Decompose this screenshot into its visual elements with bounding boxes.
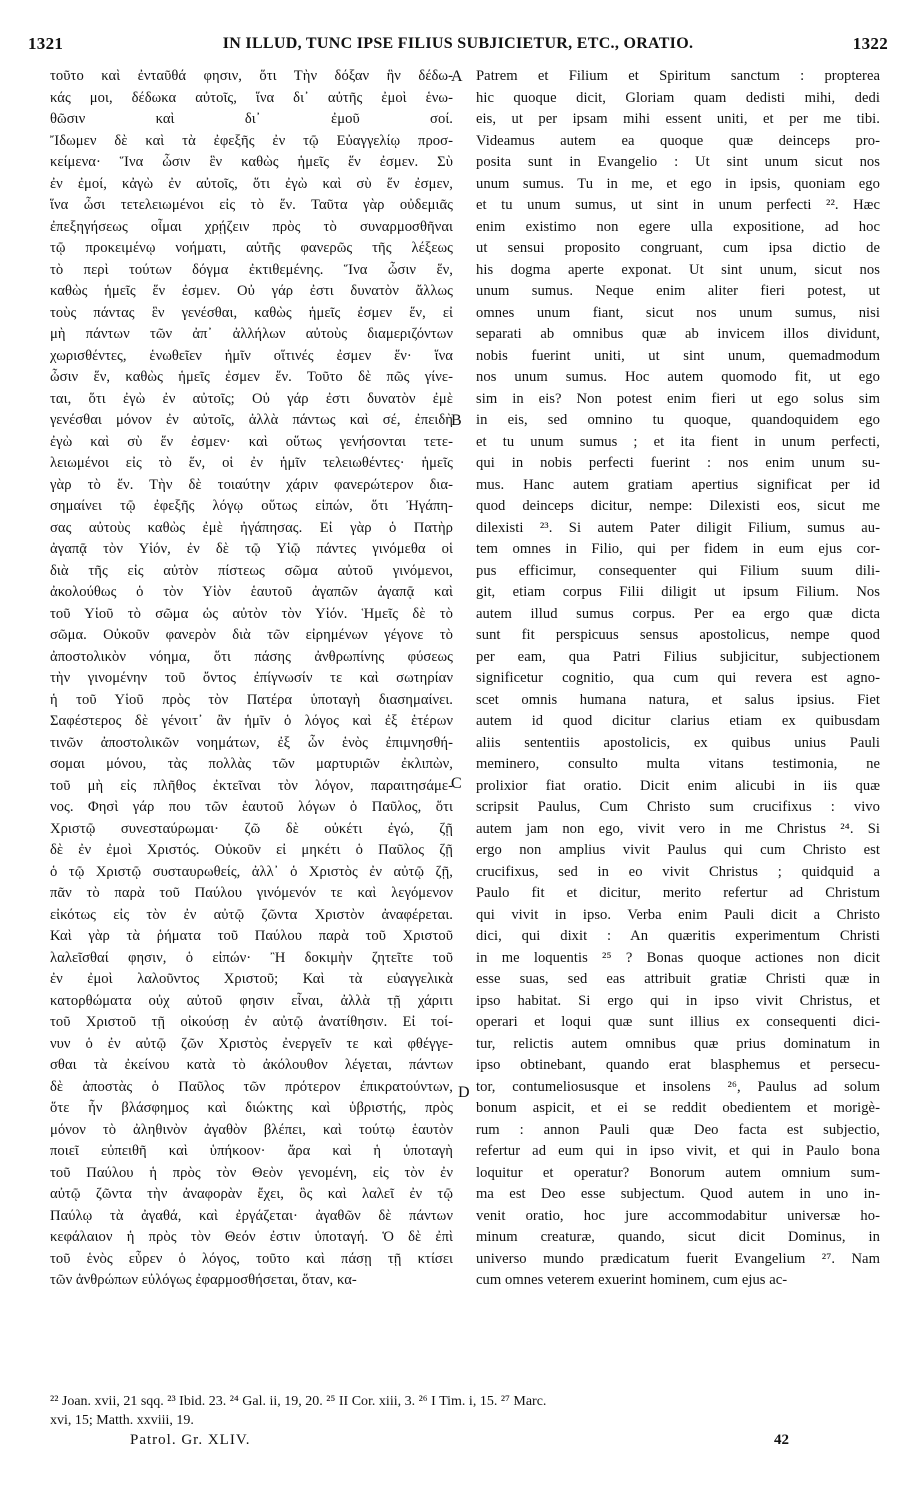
greek-text-line: αὐτῷ ζῶντα τὴν ἀναφορὰν ἔχει, ὃς καὶ λαλεῖ ἐν τῷ <box>50 1186 453 1202</box>
greek-text-line: Καὶ γὰρ τὰ ῥήματα τοῦ Παύλου παρὰ τοῦ Χριστοῦ <box>50 928 453 944</box>
greek-text-line: μὴ πάντων τῶν ἀπ᾽ ἀλλήλων αὐτοὺς διαμεριζόντων <box>50 326 453 342</box>
greek-text-line: σθαι τὰ ἐκείνου κατὰ τὸ ἀκόλουθον λέγεται, πάντων <box>50 1057 453 1073</box>
latin-text-line: rum : annon Pauli quæ Deo facta est subjectio, <box>476 1121 880 1138</box>
latin-text-line: mus. Hanc autem gratiam apertius significat per id <box>476 476 880 493</box>
greek-text-line: ἐγὼ καὶ σὺ ἕν ἐσμεν· καὶ οὕτως γενήσονται τετε- <box>50 433 453 450</box>
greek-text-line: τινῶν ἀποστολικῶν νοημάτων, ἐξ ὧν ἑνὸς ἐπιμνησθή- <box>50 734 453 751</box>
latin-text-line: nos unum sumus. Hoc autem quomodo fit, ut ego <box>476 369 880 385</box>
greek-text-line: τῶν ἀνθρώπων εὐλόγως ἐφαρμοσθήσεται, ὅταν, κα- <box>50 1272 357 1288</box>
latin-text-line: Paulo fit et dicitur, merito refertur ad Christum <box>476 885 880 901</box>
greek-text-line: ἐν ἐμοὶ λαλοῦντος Χριστοῦ; Καὶ τὰ εὐαγγελικὰ <box>50 971 453 987</box>
latin-text-line: ipso obtinebant, quando erat blasphemus et persecu- <box>476 1057 880 1073</box>
greek-text-line: ἀποστολικὸν νόημα, ὅτι πάσης ἀνθρωπίνης φύσεως <box>50 648 453 665</box>
greek-text-line: λειωμένοι εἰς τὸ ἕν, οἱ ἐν ἡμῖν τελειωθέντες· ἡμεῖς <box>50 455 453 471</box>
latin-text-line: quod deinceps dicitur, nempe: Dilexisti eos, sicut me <box>476 498 880 514</box>
latin-text-line: sunt fit perspicuus sensus apostolicus, nempe quod <box>476 627 880 643</box>
greek-text-line: γὰρ τὸ ἕν. Τὴν δὲ τοιαύτην χάριν φανερώτερον δια- <box>50 476 453 493</box>
latin-text-line: qui vivit in ipso. Verba enim Pauli dicit a Christo <box>476 906 880 923</box>
latin-text-line: crucifixus, sed in eo vivit Christus ; quidquid a <box>476 863 880 880</box>
latin-text-line: sim in eis? Non potest enim fieri ut ego solus sim <box>476 390 880 407</box>
greek-text-line: ὅτε ἦν βλάσφημος καὶ διώκτης καὶ ὑβριστής, πρὸς <box>50 1100 453 1116</box>
greek-text-line: δὲ ἀποστὰς ὁ Παῦλος τῶν πρότερον ἐπικρατούντων, <box>50 1078 453 1095</box>
latin-text-line: autem illud sumus corpus. Per ea ergo quæ dicta <box>476 605 880 622</box>
latin-text-line: Patrem et Filium et Spiritum sanctum : propterea <box>476 68 880 84</box>
latin-text-line: git, etiam corpus Filii diligit ut ipsum Filium. Nos <box>476 584 880 600</box>
latin-text-line: bonum aspicit, et ei se reddit obedientem et morigè- <box>476 1100 880 1116</box>
latin-text-line: cum omnes veterem exuerint hominem, cum ejus ac- <box>476 1272 788 1288</box>
greek-text-line: κατορθώματα οὐχ αὐτοῦ φησιν εἶναι, ἀλλὰ τῇ χάριτι <box>50 992 453 1009</box>
greek-text-line: ὁ τῷ Χριστῷ συσταυρωθείς, ἀλλ᾽ ὁ Χριστὸς ἐν αὐτῷ ζῇ, <box>50 863 453 880</box>
latin-text-line: nobis fuerint uniti, ut sint unum, quemadmodum <box>476 347 880 364</box>
greek-text-line: Σαφέστερος δὲ γένοιτ᾽ ἂν ἡμῖν ὁ λόγος καὶ ἐξ ἑτέρων <box>50 713 453 729</box>
latin-text-line: posita sunt in Evangelio : Ut sint unum sicut nos <box>476 154 880 170</box>
latin-text-line: dilexisti ²³. Si autem Pater diligit Filium, sumus au- <box>476 519 880 536</box>
page-number-right: 1322 <box>852 34 888 53</box>
latin-text-line: operari et loqui quæ sunt illius ex consequenti dici- <box>476 1014 880 1030</box>
latin-text-line: unum sumus. Neque enim aliter fieri potest, ut <box>476 283 880 299</box>
greek-text-line: χωρισθέντες, ἑνωθεῖεν ἡμῖν οἵτινές ἐσμεν ἕν· ἵνα <box>50 347 453 364</box>
greek-text-line: σομαι μόνου, τὰς πολλὰς τῶν μαρτυριῶν ἐκλιπὼν, <box>50 756 453 772</box>
greek-text-line: διὰ τῆς εἰς αὐτὸν πίστεως σῶμα αὐτοῦ γινόμενοι, <box>50 562 453 579</box>
latin-text-line: qui in nobis perfecti fuerint : nos enim unum su- <box>476 455 880 471</box>
greek-text-line: τοῦ Παύλου ἡ πρὸς τὸν Θεὸν γενομένη, εἰς τὸν ἐν <box>50 1164 453 1181</box>
greek-text-line: τοῦτο καὶ ἐνταῦθά φησιν, ὅτι Τὴν δόξαν ἣν δέδω- <box>50 68 453 84</box>
latin-text-line: autem id quod dicitur clarius etiam ex quibusdam <box>476 713 880 729</box>
footnote-line-2: xvi, 15; Matth. xxviii, 19. <box>50 1413 194 1428</box>
greek-text-line: καθὼς ἡμεῖς ἕν ἐσμεν. Οὐ γάρ ἐστι δυνατὸν ἄλλως <box>50 283 453 299</box>
greek-text-line: ἡ τοῦ Υἱοῦ πρὸς τὸν Πατέρα ὑποταγὴ διασημαίνει. <box>50 691 453 708</box>
greek-text-line: σημαίνει τῷ ἐφεξῆς λόγῳ οὕτως εἰπών, ὅτι Ἠγάπη- <box>50 498 453 514</box>
greek-text-line: ἐν ἐμοί, κἀγὼ ἐν αὐτοῖς, ὅτι ἐγὼ καὶ σὺ ἕν ἐσμεν, <box>50 175 453 192</box>
greek-column <box>50 66 453 1292</box>
running-title: IN ILLUD, TUNC IPSE FILIUS SUBJICIETUR, ETC., ORATIO. <box>222 35 694 52</box>
greek-text-line: σας αὐτοὺς καθὼς ἐμὲ ἠγάπησας. Εἰ γὰρ ὁ Πατὴρ <box>50 519 453 536</box>
greek-text-line: Χριστῷ συνεσταύρωμαι· ζῶ δὲ οὐκέτι ἐγώ, ζῇ <box>50 820 453 837</box>
greek-text-line: δὲ ἐν ἐμοὶ Χριστός. Οὐκοῦν εἰ μηκέτι ὁ Παῦλος ζῇ <box>50 842 453 858</box>
greek-text-line: τοῦ Υἱοῦ τὸ σῶμα ὡς αὐτὸν τὸν Υἱόν. Ἡμεῖς δὲ τὸ <box>50 605 453 622</box>
greek-text-line: Ἴδωμεν δὲ καὶ τὰ ἐφεξῆς ἐν τῷ Εὐαγγελίῳ προσ- <box>50 132 453 149</box>
latin-text-line: pus efficimur, consequenter qui Filium suum dili- <box>476 562 880 579</box>
latin-text-line: autem jam non ego, vivit vero in me Christus ²⁴. Si <box>476 820 880 837</box>
series-label: Patrol. Gr. XLIV. <box>130 1432 251 1448</box>
latin-text-line: ma est Deo esse subjectum. Quod autem in uno in- <box>476 1186 880 1202</box>
margin-marker-b: B <box>451 412 462 429</box>
latin-text-line: in me loquentis ²⁵ ? Bonas quoque actiones non dicit <box>476 949 880 966</box>
greek-text-line: λαλεῖσθαί φησιν, ὁ εἰπών· Ἢ δοκιμὴν ζητεῖτε τοῦ <box>50 949 453 966</box>
signature-mark: 42 <box>774 1432 789 1448</box>
latin-text-line: omnes unum fiant, sicut nos unum sumus, nisi <box>476 304 880 321</box>
latin-text-line: eis, ut per ipsam mihi essent uniti, et per me tibi. <box>476 111 880 127</box>
greek-text-line: ποιεῖ εὐπειθῆ καὶ ὑπήκοον· ἄρα καὶ ἡ ὑποταγὴ <box>50 1143 453 1159</box>
latin-text-line: separati ab omnibus quæ ab invicem illos dividunt, <box>476 326 880 342</box>
latin-text-line: universo mundo prædicatum fuerit Evangelium ²⁷. Nam <box>476 1250 880 1267</box>
latin-text-line: ut sensui proposito congruant, cum ipsa dictio de <box>476 240 880 256</box>
greek-text-line: ἐπεξηγήσεως οἶμαι χρῄζειν πρὸς τὸ συναρμοσθῆναι <box>50 218 453 235</box>
greek-text-line: νυν ὁ ἐν αὐτῷ ζῶν Χριστὸς ἐνεργεῖν τε καὶ φθέγγε- <box>50 1035 453 1052</box>
greek-text-line: ἀγαπᾷ τὸν Υἱόν, ἐν δὲ τῷ Υἱῷ πάντες γινόμεθα οἱ <box>50 541 453 557</box>
greek-text-line: τὸ περὶ τούτων δόγμα ἐκτιθεμένης. Ἵνα ὦσιν ἕν, <box>50 261 453 278</box>
latin-text-line: hic quoque dicit, Gloriam quam dedisti mihi, dedi <box>476 89 880 106</box>
greek-text-line: μόνον τὸ ἀληθινὸν ἀγαθὸν βλέπει, καὶ τούτῳ ἑαυτὸν <box>50 1121 453 1138</box>
greek-text-line: εἰκότως εἰς τὸν ἐν αὐτῷ ζῶντα Χριστὸν ἀναφέρεται. <box>50 906 453 923</box>
greek-text-line: τῷ προκειμένῳ νοήματι, αὐτῆς φανερῶς τῆς λέξεως <box>50 240 453 256</box>
latin-text-line: et tu unum sumus ; et ita fient in unum perfecti, <box>476 433 880 450</box>
latin-text-line: ipso habitat. Si ergo qui in ipso vivit Christus, et <box>476 992 880 1009</box>
greek-text-line: κείμενα· Ἵνα ὦσιν ἓν καθὼς ἡμεῖς ἕν ἐσμεν. Σὺ <box>50 154 453 170</box>
margin-marker-a: A <box>451 68 463 85</box>
latin-text-line: Videamus autem ea quoque quæ deinceps pro- <box>476 132 880 149</box>
greek-text-line: πᾶν τὸ παρὰ τοῦ Παύλου γινόμενόν τε καὶ λεγόμενον <box>50 885 453 901</box>
greek-text-line: κάς μοι, δέδωκα αὐτοῖς, ἵνα δι᾽ αὐτῆς ἐμοὶ ἑνω- <box>50 89 453 106</box>
latin-text-line: minum creaturæ, quando, sicut dicit Dominus, in <box>476 1229 880 1245</box>
greek-text-line: ται, ὅτι ἐγὼ ἐν αὐτοῖς; Οὐ γάρ ἐστι δυνατὸν ἐμὲ <box>50 390 453 407</box>
greek-text-line: τοῦ Χριστοῦ τῇ οἰκούσῃ ἐν αὐτῷ ἀνατίθησιν. Εἰ τοί- <box>50 1014 453 1030</box>
latin-text-line: loquitur et operatur? Bonorum autem omnium sum- <box>476 1164 880 1181</box>
running-header <box>28 34 888 58</box>
latin-text-line: significetur cognitio, qua cum qui revera est agno- <box>476 670 880 686</box>
latin-text-line: et tu unum sumus, ut sint in unum perfecti ²². Hæc <box>476 197 880 213</box>
latin-column <box>476 66 880 1292</box>
greek-text-line: τὴν γινομένην τοῦ ὄντος ἐπίγνωσίν τε καὶ σωτηρίαν <box>50 670 453 686</box>
latin-text-line: dici, qui dixit : An quæritis experimentum Christi <box>476 928 880 944</box>
latin-text-line: per eam, qua Patri Filius subjicitur, subjectionem <box>476 648 880 665</box>
latin-text-line: venit oratio, hoc jure accommodabitur universæ ho- <box>476 1207 880 1224</box>
greek-text-line: θῶσιν καὶ δι᾽ ἐμοῦ σοί. <box>50 111 453 127</box>
latin-text-line: in eis, sed omnino tu quoque, quandoquidem ego <box>476 412 880 428</box>
latin-text-line: his dogma aperte exponat. Ut sint unum, sicut nos <box>476 261 880 278</box>
latin-text-line: esse suas, sed eas attribuit gratiæ Christi quæ in <box>476 971 880 987</box>
latin-text-line: ergo non amplius vivit Paulus qui cum Christo est <box>476 842 880 858</box>
footnote-line-1: ²² Joan. xvii, 21 sqq. ²³ Ibid. 23. ²⁴ Gal. ii, 19, 20. ²⁵ II Cor. xiii, 3. ²⁶ I Tim. i, 15. ²⁷ Marc. <box>50 1394 547 1409</box>
latin-text-line: tur, relictis autem omnibus quæ prius dominatum in <box>476 1035 880 1052</box>
latin-text-line: prolixior fiat oratio. Dicit enim alicubi in iis quæ <box>476 777 880 794</box>
greek-text-line: ἀκολούθως ὁ τὸν Υἱὸν ἑαυτοῦ ἀγαπῶν ἀγαπᾷ καὶ <box>50 584 453 600</box>
latin-text-line: meminero, consulto multa vitans testimonia, ne <box>476 756 880 772</box>
latin-text-line: scet omnis humana natura, et salus ipsius. Fiet <box>476 691 880 708</box>
latin-text-line: unum sumus. Tu in me, et ego in ipsis, quoniam ego <box>476 175 880 192</box>
greek-text-line: γενέσθαι μόνον ἐν αὐτοῖς, ἀλλὰ πάντως καὶ σέ, ἐπειδὴ <box>50 412 453 428</box>
page-number-left: 1321 <box>28 34 64 53</box>
latin-text-line: enim existimo non egere ulla expositione, ad hoc <box>476 218 880 235</box>
greek-text-line: τοῦ ἑνὸς εὗρεν ὁ λόγος, τοῦτο καὶ πάσῃ τῇ κτίσει <box>50 1250 453 1267</box>
greek-text-line: Παύλῳ τὰ ἀγαθά, καὶ ἐργάζεται· ἀγαθῶν δὲ πάντων <box>50 1207 453 1224</box>
margin-marker-d: D <box>458 1084 470 1101</box>
greek-text-line: κεφάλαιον ἡ πρὸς τὸν Θεόν ἐστιν ὑποταγή. Ὁ δὲ ἐπὶ <box>50 1229 453 1245</box>
latin-text-line: tor, contumeliosusque et insolens ²⁶, Paulus ad solum <box>476 1078 880 1095</box>
greek-text-line: ἵνα ὦσι τετελειωμένοι εἰς τὸ ἕν. Ταῦτα γὰρ οὐδεμιᾶς <box>50 197 453 213</box>
greek-text-line: νος. Φησὶ γάρ που τῶν ἑαυτοῦ λόγων ὁ Παῦλος, ὅτι <box>50 799 453 815</box>
latin-text-line: aliis sententiis apostolicis, ex quibus unius Pauli <box>476 734 880 751</box>
latin-text-line: refertur ad eum qui in ipso vivit, et qui in Paulo bona <box>476 1143 880 1159</box>
greek-text-line: ὦσιν ἕν, καθὼς ἡμεῖς ἐσμεν ἕν. Τοῦτο δὲ πῶς γίνε- <box>50 369 453 385</box>
margin-marker-c: C <box>451 775 462 792</box>
greek-text-line: τοὺς πάντας ἓν γενέσθαι, καθὼς ἡμεῖς ἐσμεν ἕν, εἰ <box>50 304 453 321</box>
latin-text-line: scripsit Paulus, Cum Christo sum crucifixus : vivo <box>476 799 880 815</box>
greek-text-line: σῶμα. Οὐκοῦν φανερὸν διὰ τῶν εἰρημένων γέγονε τὸ <box>50 627 453 643</box>
latin-text-line: tem omnes in Filio, qui per fidem in eum ejus cor- <box>476 541 880 557</box>
greek-text-line: τοῦ μὴ εἰς πλῆθος ἐκτεῖναι τὸν λόγον, παραιτησάμε- <box>50 777 453 794</box>
